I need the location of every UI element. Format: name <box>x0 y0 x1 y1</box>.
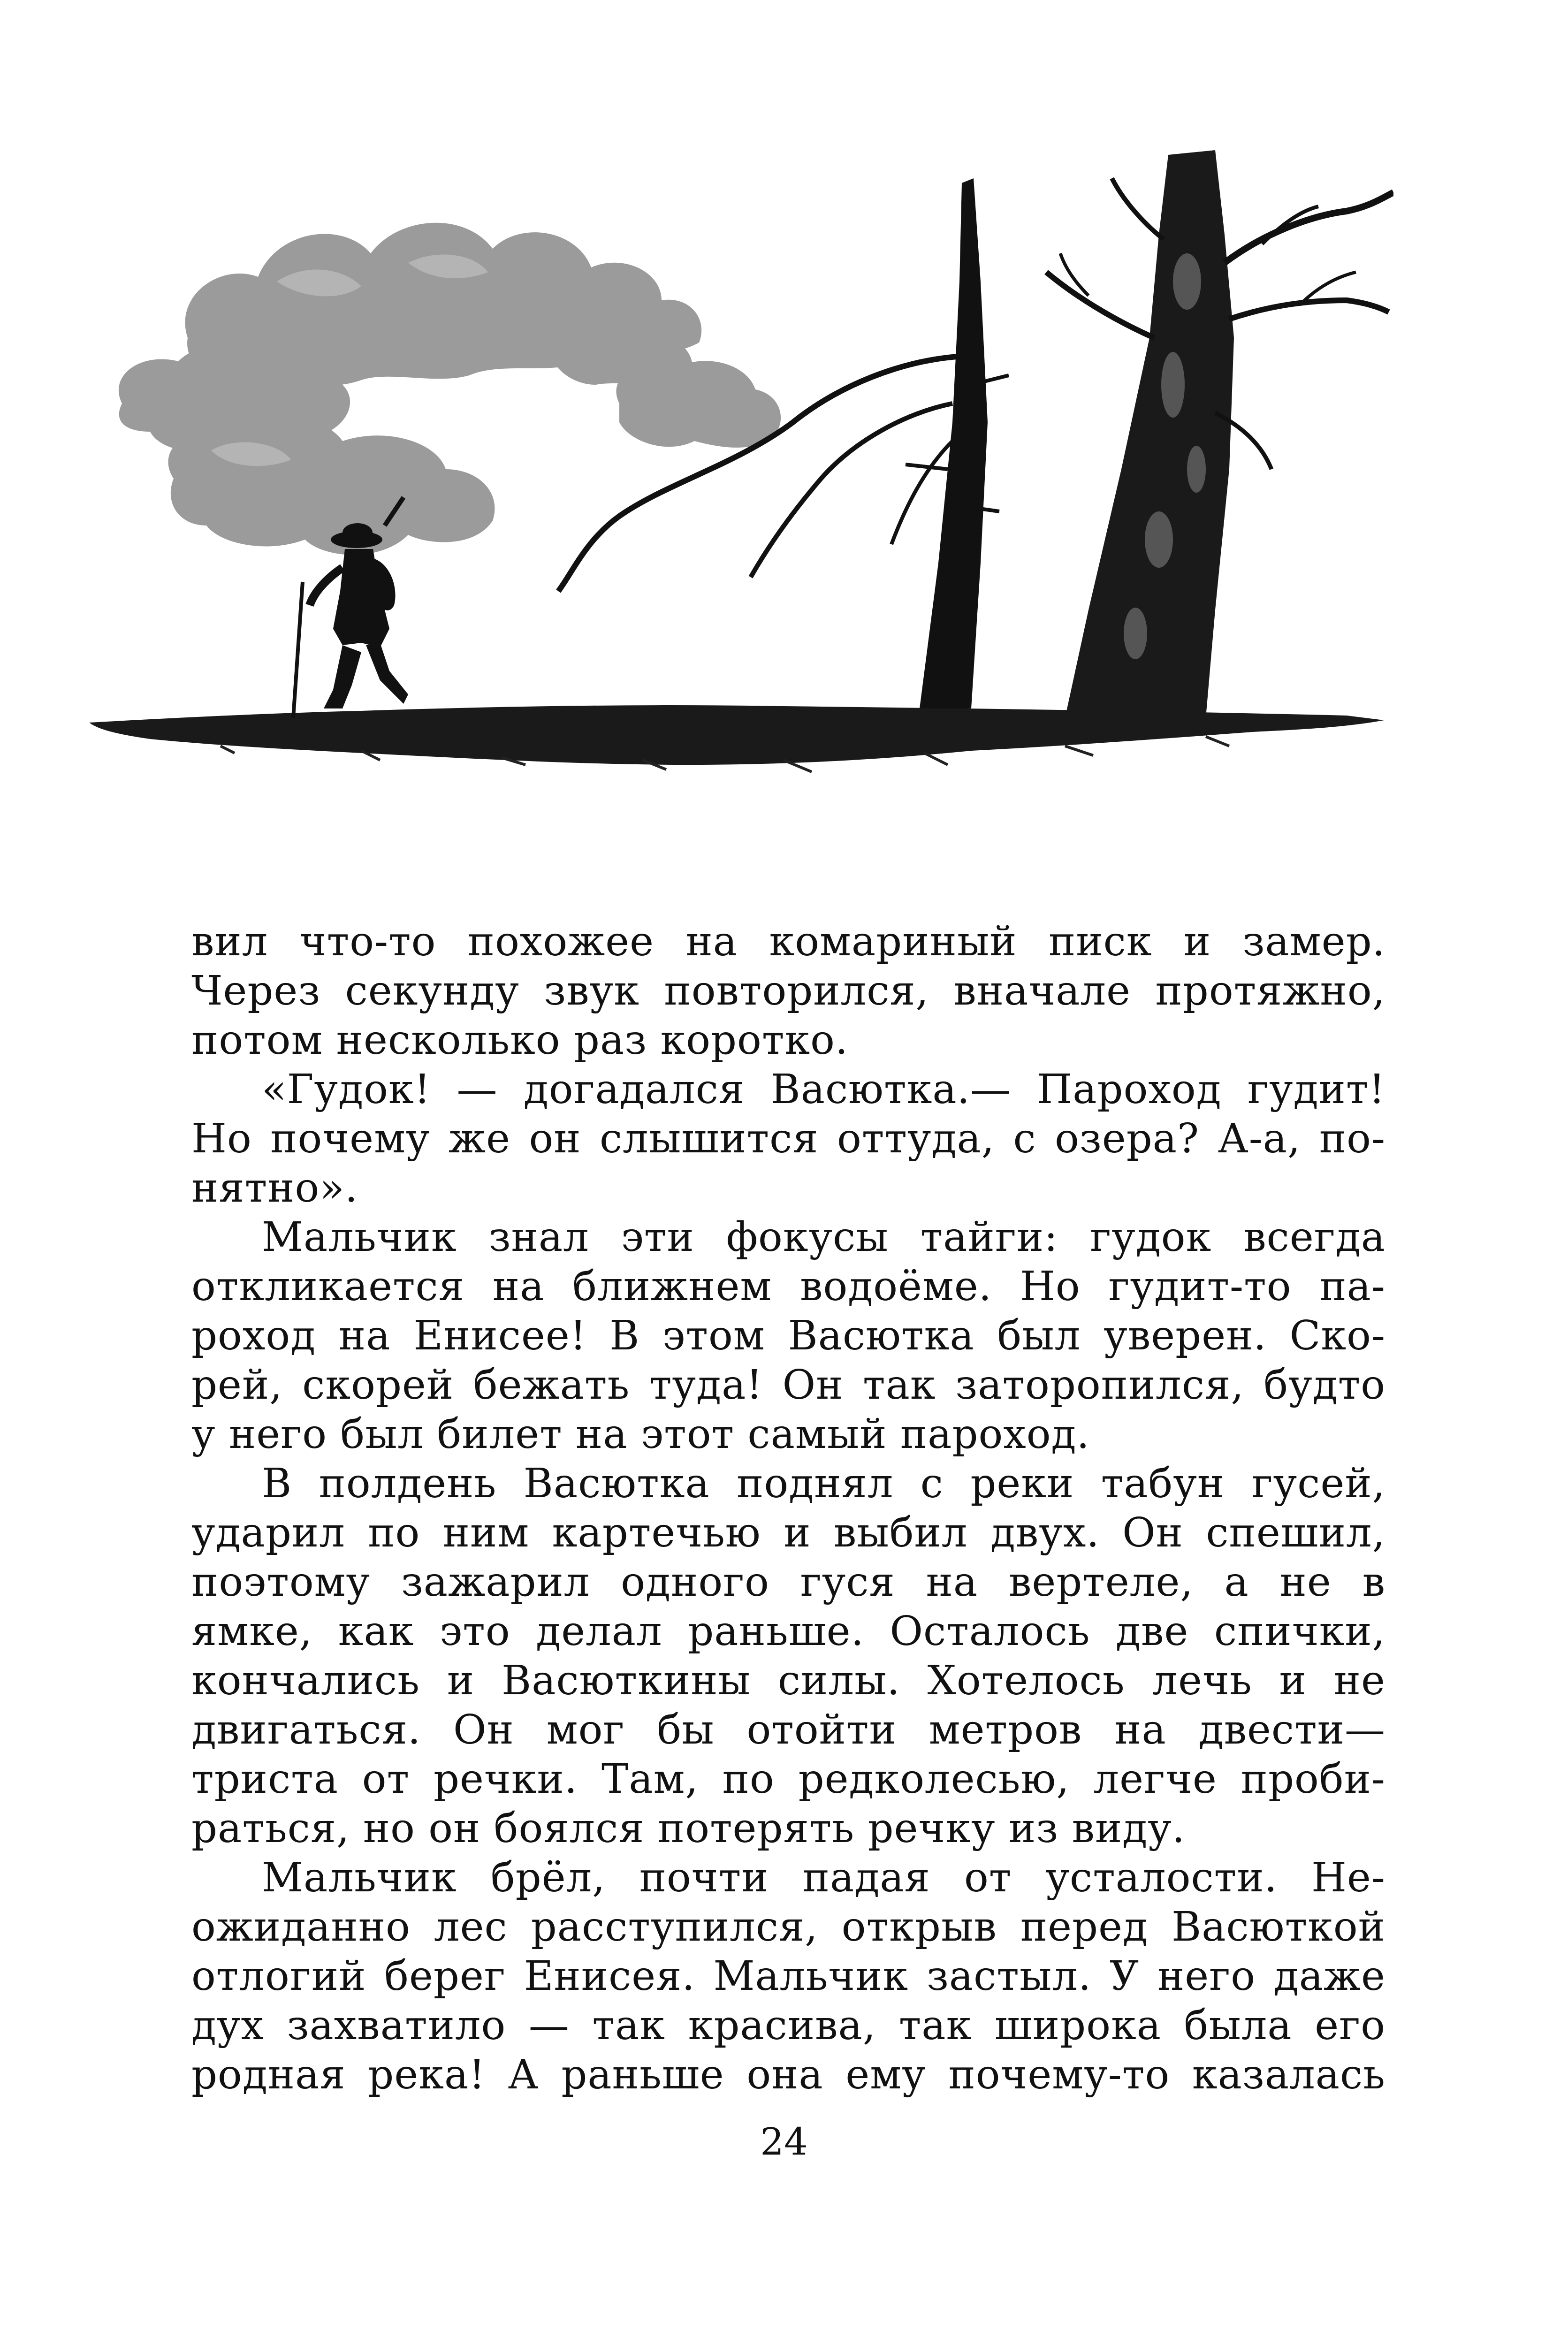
thick-dead-tree <box>1046 150 1393 718</box>
text-line: Через секунду звук повторился, вначале протяжно, <box>191 967 1385 1014</box>
thin-dead-tree <box>558 178 1009 708</box>
text-line: отлогий берег Енисея. Мальчик застыл. У него даже <box>191 1953 1385 2000</box>
text-line: ямке, как это делал раньше. Осталось две спички, <box>191 1608 1385 1655</box>
text-line: рей, скорей бежать туда! Он так заторопился, будто <box>191 1362 1385 1409</box>
text-line: «Гудок! — догадался Васютка.— Пароход гудит! <box>262 1066 1385 1113</box>
text-line: откликается на ближнем водоёме. Но гудит-то па- <box>191 1263 1385 1310</box>
text-line: триста от речки. Там, по редколесью, легче проби- <box>191 1756 1385 1803</box>
text-line: родная река! А раньше она ему почему-то казалась <box>191 2051 1385 2098</box>
taiga-boy-walking-illustration <box>80 141 1393 854</box>
text-line: у него был билет на этот самый пароход. <box>191 1411 1090 1458</box>
text-line: дух захватило — так красива, так широка была его <box>191 2002 1385 2049</box>
body-text <box>191 917 1385 2100</box>
text-line: нятно». <box>191 1165 358 1211</box>
text-line: поэтому зажарил одного гуся на вертеле, а не в <box>191 1559 1385 1606</box>
text-line: двигаться. Он мог бы отойти метров на двести— <box>191 1706 1385 1753</box>
text-line: ожиданно лес расступился, открыв перед Васюткой <box>191 1904 1385 1950</box>
text-line: Но почему же он слышится оттуда, с озера? А-а, по- <box>191 1115 1385 1162</box>
text-line: вил что-то похожее на комариный писк и замер. <box>191 918 1385 965</box>
text-line: кончались и Васюткины силы. Хотелось лечь и не <box>191 1657 1385 1704</box>
page-number: 24 <box>760 2120 808 2163</box>
text-line: В полдень Васютка поднял с реки табун гусей, <box>262 1460 1385 1507</box>
text-line: потом несколько раз коротко. <box>191 1017 849 1064</box>
text-line: Мальчик знал эти фокусы тайги: гудок всегда <box>262 1214 1385 1261</box>
text-line: ударил по ним картечью и выбил двух. Он спешил, <box>191 1509 1385 1556</box>
text-line: раться, но он боялся потерять речку из виду. <box>191 1805 1186 1852</box>
text-line: роход на Енисее! В этом Васютка был уверен. Ско- <box>191 1312 1385 1359</box>
text-line: Мальчик брёл, почти падая от усталости. Не- <box>262 1854 1385 1901</box>
